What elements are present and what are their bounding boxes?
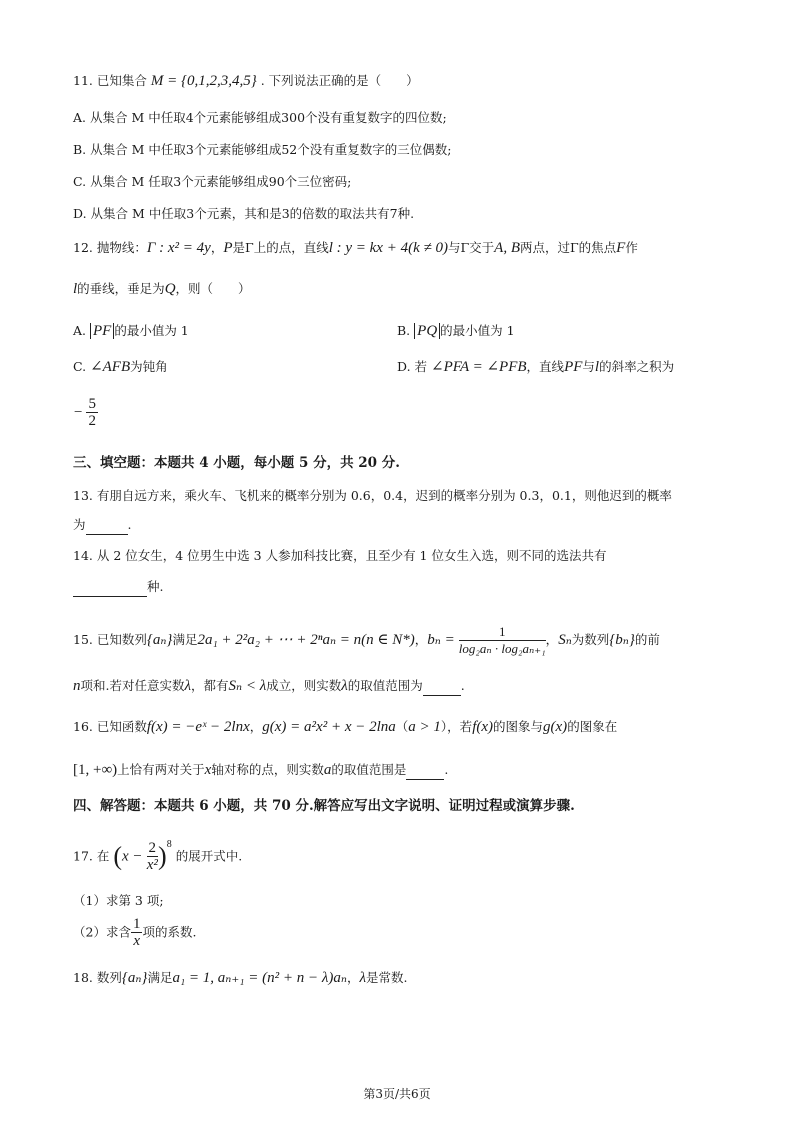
q16-line2 (73, 761, 448, 780)
q15-bn: bₙ = (427, 632, 455, 648)
q18-lambda: λ (359, 970, 366, 986)
q14-line2 (73, 578, 163, 597)
q18-text-a: 18. 数列 (73, 970, 122, 985)
q15-lambda: λ (184, 678, 191, 694)
q13-text: 为 (73, 517, 86, 532)
q15-expr: 2a₁ + 2²a₂ + ⋯ + 2ⁿaₙ = n(n ∈ N*) (197, 632, 415, 648)
q18-text-b: 满足 (147, 970, 173, 985)
q12-option-b-label: B. (397, 323, 411, 338)
q16-text-h: 的图象在 (567, 719, 618, 734)
q17-power: 8 (166, 839, 172, 850)
section-3-heading: 三、填空题：本题共 4 小题，每小题 5 分，共 20 分. (73, 455, 400, 471)
q15-fraction (459, 624, 546, 657)
q15-line2 (73, 677, 465, 696)
q12-option-d-expr: ∠PFA = ∠PFB (431, 359, 527, 375)
q12-option-c-text: 为钝角 (130, 359, 168, 374)
q12-option-b-text: 的最小值为 1 (440, 323, 515, 338)
q16-text-c: （ (395, 719, 409, 734)
q12-l: l (73, 281, 78, 297)
q15-n: n (73, 678, 81, 694)
q15-frac-den: log₂aₙ · log₂aₙ₊₁ (458, 641, 546, 656)
q12-text-2b: 的垂线，垂足为 (77, 281, 165, 296)
q11-stem (73, 72, 419, 90)
q17-text-a: 17. 在 (73, 848, 110, 864)
q15-text-2c: 成立，则实数 (266, 678, 342, 693)
q12-option-c-expr: ∠AFB (90, 359, 131, 375)
q15-answer-blank[interactable] (423, 677, 461, 696)
q16-condition: a > 1 (408, 719, 441, 735)
q15-text-b: 满足 (172, 632, 198, 647)
q12-points-ab: A, B (494, 240, 520, 256)
q11-option-d: D. 从集合 M 中任取3个元素，其和是3的倍数的取法共有7种. (73, 206, 415, 221)
q16-text-2c: 的取值范围是 (331, 762, 407, 777)
q12-option-b-expr: PQ (414, 323, 440, 339)
q14-text: 种. (147, 579, 164, 594)
q17-part1: （1）求第 3 项; (73, 893, 164, 908)
q18-line1 (73, 969, 407, 987)
q12-option-a-text: 的最小值为 1 (114, 323, 189, 338)
q15-text-d: ， (545, 632, 559, 647)
q17-part2-text-a: （2）求含 (73, 924, 131, 940)
q15-seq-a: {aₙ} (146, 632, 173, 648)
q17-fraction (147, 840, 159, 873)
q12-option-d-text3: 的斜率之积为 (599, 359, 675, 374)
q12-option-d-l: l (594, 359, 600, 375)
q15-seq-b: {bₙ} (609, 632, 635, 648)
q13-answer-blank[interactable] (86, 516, 128, 535)
q11-option-c: C. 从集合 M 任取3个元素能够组成90个三位密码; (73, 174, 352, 189)
q15-text-f: 的前 (634, 632, 660, 647)
q16-text-2a: 上恰有两对关于 (117, 762, 205, 777)
q17-frac-num: 2 (148, 840, 157, 856)
q12-option-b (397, 322, 515, 340)
q12-fraction (86, 396, 98, 429)
q13-period: . (127, 517, 132, 532)
q16-g2: g(x) (543, 719, 568, 735)
q16-a: a (323, 762, 332, 778)
q12-text-2c: ，则（ ） (175, 281, 251, 296)
q12-text-e: 两点，过Γ的焦点 (519, 240, 617, 255)
q12-text: 12. 抛物线： (73, 240, 147, 255)
q15-sn: Sₙ (558, 632, 572, 648)
q12-frac-den: 2 (88, 413, 96, 429)
q17-x: x − (122, 848, 143, 865)
q14-answer-blank[interactable] (73, 578, 147, 597)
q12-option-d-value (74, 396, 98, 429)
q17-part2-den: x (133, 933, 141, 949)
q16-line1 (73, 718, 617, 736)
q15-line1 (73, 624, 660, 657)
q18-text-c: ， (346, 970, 360, 985)
q16-answer-blank[interactable] (406, 761, 444, 780)
q17-frac-den: x² (146, 857, 158, 873)
q16-g: g(x) = a²x² + x − 2lna (262, 719, 396, 735)
q17-part2-num: 1 (132, 916, 141, 932)
q17-part2-fraction (131, 916, 143, 949)
q17-line1 (73, 840, 242, 873)
q17-right-paren: ) (158, 841, 167, 871)
q14-line1: 14. 从 2 位女生，4 位男生中选 3 人参加科技比赛，且至少有 1 位女生入选，则不同的选法共有 (73, 548, 607, 563)
q12-line1 (73, 239, 638, 257)
q18-expr: a₁ = 1, aₙ₊₁ = (n² + n − λ)aₙ (172, 970, 347, 986)
q15-text-e: 为数列 (571, 632, 610, 647)
q12-option-a-expr: PF (90, 323, 114, 339)
q18-seq: {aₙ} (121, 970, 148, 986)
q15-text-2d: 的取值范围为 (347, 678, 423, 693)
q16-f: f(x) = −eˣ − 2lnx (146, 719, 250, 735)
q12-focus-f: F (616, 240, 626, 256)
q12-text-g: 作 (625, 240, 638, 255)
q12-line-l: l : y = kx + 4(k ≠ 0) (328, 240, 448, 256)
q12-option-c (73, 358, 168, 376)
q12-point-p: P (223, 240, 233, 256)
q16-text-d: ），若 (440, 719, 473, 734)
q15-text-c: ， (414, 632, 428, 647)
q17-part2 (73, 916, 196, 949)
q15-inequality: Sₙ < λ (228, 678, 267, 694)
q16-period: . (444, 762, 449, 777)
q11-option-a: A. 从集合 M 中任取4个元素能够组成300个没有重复数字的四位数; (73, 110, 447, 125)
q12-option-a-label: A. (73, 323, 87, 338)
q15-period: . (460, 678, 465, 693)
q12-sep: ， (210, 240, 224, 255)
q16-text-2b: 轴对称的点，则实数 (211, 762, 324, 777)
page-footer: 第3页/共6页 (363, 1087, 431, 1101)
q15-frac-num: 1 (459, 624, 546, 641)
q12-option-d-label: D. 若 (397, 359, 428, 374)
q17-left-paren: ( (113, 841, 123, 871)
q11-option-b: B. 从集合 M 中任取3个元素能够组成52个没有重复数字的三位偶数; (73, 142, 452, 157)
q16-text-a: 16. 已知函数 (73, 719, 147, 734)
q12-text-c: 是Γ上的点，直线 (232, 240, 329, 255)
q12-curve: Γ : x² = 4y (146, 240, 211, 256)
q12-minus: − (74, 404, 83, 421)
q15-text-a: 15. 已知数列 (73, 632, 147, 647)
section-4-heading: 四、解答题：本题共 6 小题，共 70 分.解答应写出文字说明、证明过程或演算步骤. (73, 798, 575, 814)
q16-x: x (204, 762, 212, 778)
q12-option-d-text2: 与 (582, 359, 595, 374)
q12-line2 (73, 280, 251, 298)
q16-text-e: 的图象与 (493, 719, 544, 734)
q12-option-c-label: C. (73, 359, 87, 374)
q12-option-d (397, 358, 674, 376)
q12-frac-num: 5 (88, 396, 96, 412)
q16-interval: [1, +∞) (73, 762, 118, 778)
q12-option-a (73, 322, 189, 340)
q15-text-2a: 项和.若对任意实数 (80, 678, 185, 693)
q11-stem-tail: . 下列说法正确的是（ ） (260, 73, 419, 88)
q17-part2-text-b: 项的系数. (142, 924, 197, 940)
q11-stem-text: 11. 已知集合 (73, 73, 147, 88)
q15-lambda-2: λ (341, 678, 348, 694)
q17-text-b: 的展开式中. (175, 848, 243, 864)
q12-point-q: Q (164, 281, 176, 297)
q16-text-b: ， (249, 719, 263, 734)
q16-f2: f(x) (472, 719, 494, 735)
q15-text-2b: ，都有 (190, 678, 229, 693)
q18-text-d: 是常数. (365, 970, 408, 985)
q13-line1: 13. 有朋自远方来，乘火车、飞机来的概率分别为 0.6，0.4，迟到的概率分别为 0.3，0.1，则他迟到的概率 (73, 488, 672, 503)
q11-set: M = {0,1,2,3,4,5} (150, 73, 257, 89)
q12-option-d-text1: ，直线 (526, 359, 565, 374)
q12-text-d: 与Γ交于 (447, 240, 495, 255)
q13-line2 (73, 516, 132, 535)
q12-option-d-pf: PF (564, 359, 583, 375)
